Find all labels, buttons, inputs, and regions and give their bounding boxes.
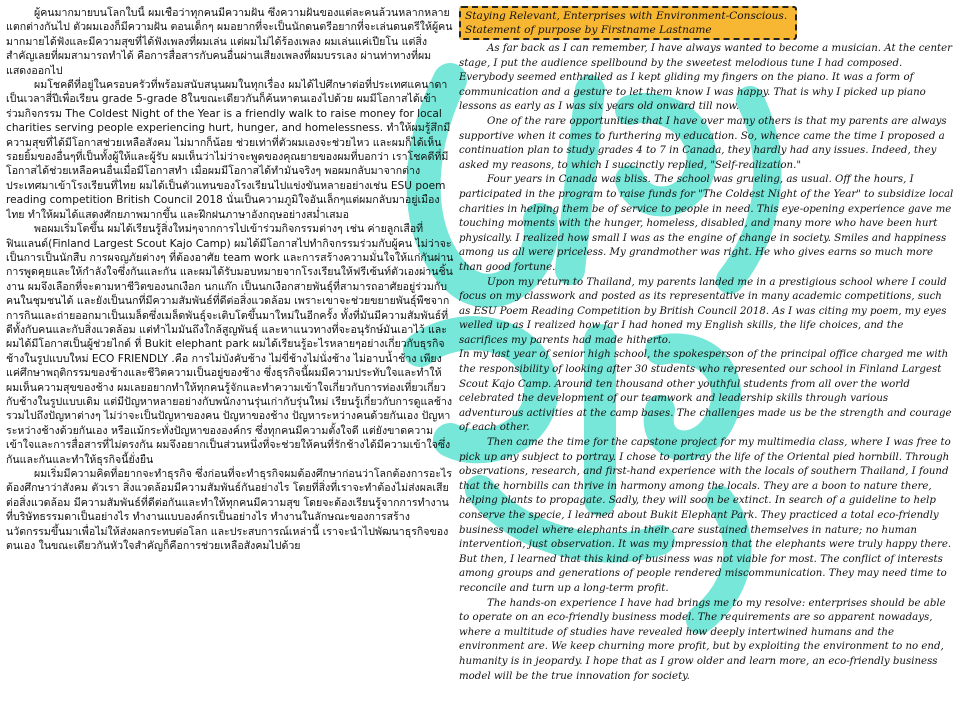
thai-paragraph: ผู้คนมากมายบนโลกใบนี้ ผมเชื่อว่าทุกคนมีความฝัน ซึ่งความฝันของแต่ละคนล้วนหลากหลาย แตกต่างกันไป ตัวผมเองก็มีความฝัน ตอนเด็กๆ ผมอยากที่จะเป็นนักดนตรีอยากที่จะเล่นดนตรีให้ผู้คนมากมายได้ฟังและมีความสุขที่ได้ฟังเพลงที่ผมเล่น แต่ผมไม่ได้ร้องเพลง ผมเล่นแค่เปียโน แต่สิ่งสำคัญเลยที่ผมสามารถทำได้ คือการสื่อสารกับคนอื่นผ่านเสียงเพลงที่ผมบรรเลง ผ่านท่าทางที่ผมแสดงออกไป [6, 7, 453, 77]
english-paragraph: One of the rare opportunities that I have over many others is that my parents are always supportive when it comes to furthering my education. So, whence came the time I proposed a continuation plan to study grades 4 to 7 in Canada, they hardly had any issues. Indeed, they asked my reasons, to which I succinctly replied, "Self-realization." [459, 115, 947, 171]
english-paragraph: As far back as I can remember, I have always wanted to become a musician. At the center stage, I put the audience spellbound by the sweetest melodious tune I had composed. Everybody seemed enthralled as I kept gliding my fingers on the piano. It was a form of communication and a gesture to let them know I was happy. That is why I picked up piano lessons as early as I was six years old onward till now. [459, 43, 952, 113]
essay-title: Staying Relevant, Enterprises with Environment-Conscious. [465, 10, 788, 22]
thai-essay-column [6, 6, 454, 712]
english-essay-column [459, 6, 955, 712]
english-paragraph: Upon my return to Thailand, my parents landed me in a prestigious school where I could focus on my classwork and posted as its representative in many academic competitions, such as ESU Poem Reading Competition by British Council 2018. As I was citing my poem, my eyes welled up as I realized how far I had honed my English skills, the life choices, and the sacrifices my parents had made hitherto. [459, 276, 947, 346]
essay-title-box [459, 6, 797, 40]
thai-paragraph: ผมโชคดีที่อยู่ในครอบครัวที่พร้อมสนับสนุนผมในทุกเรื่อง ผมได้ไปศึกษาต่อที่ประเทศแคนาดา เป็นเวลาสี่ปีเพื่อเรียน grade 5-grade 8ในขณะเดียวกันก็ค้นหาตนเองไปด้วย ผมมีโอกาสได้เข้าร่วมกิจกรรม The Coldest Night of the Year is a friendly walk to raise money for local charities serving people experiencing hurt, hunger, and homelessness. ทำให้ผมรู้สึกมีความสุขที่ได้มีโอกาสช่วยเหลือสังคม ไม่มากก็น้อย ช่วยเท่าที่ตัวผมเองจะช่วยไหว และผมก็ได้เห็นรอยยิ้มของอื่นๆที่เป็นทั้งผู้ให้และผู้รับ ผมเห็นว่าไม่ว่าจะพูดของคุณยายของผมที่บอกว่า เราโชคดีที่มีโอกาสได้ช่วยเหลือคนอื่นเมื่อมีโอกาสทำ เมื่อผมมีโอกาสได้ทำมันจริงๆ พอผมกลับมาจากต่างประเทศมาเข้าโรงเรียนที่ไทย ผมได้เป็นตัวแทนของโรงเรียนไปแข่งขันหลายอย่างเช่น ESU poem reading competition British Council 2018 นั่นเป็นความภูมิใจอันเล็กๆแต่ผมกลับมาอยู่เมืองไทย ทำให้ผมได้แสดงศักยภาพมากขึ้น และฝึกฝนภาษาอังกฤษอย่างสม่ำเสมอ [6, 79, 451, 221]
thai-paragraph: พอผมเริ่มโตขึ้น ผมได้เรียนรู้สิ่งใหม่ๆจากการไปเข้าร่วมกิจกรรมต่างๆ เช่น ค่ายลูกเสือที่ฟินแลนด์(Finland Largest Scout Kajo Camp) ผมได้มีโอกาสไปทำกิจกรรมร่วมกับผู้คน ไม่ว่าจะเป็นการเป็นนักสืบ การผจญภัยต่างๆ ที่ต้องอาศัย team work และการสร้างความมั่นใจให้แก่กันผ่านการพูดคุยและให้กำลังใจซึ่งกันและกัน และผมได้รับมอบหมายจากโรงเรียนให้ฟรีเซ้นท์ตัวเองผ่านชิ้นงาน ผมจึงเลือกที่จะตามหาชีวิตของนกเงือก นกแก๊ก เป็นนกเงือกสายพันธุ์ที่สามารถอาศัยอยู่ร่วมกับคนในชุมชนได้ และยังเป็นนกที่มีความสัมพันธ์ที่ดีต่อสิ่งแวดล้อม เพราะเขาจะช่วยขยายพันธุ์พืชจากการกินและถ่ายออกมาเป็นเมล็ดซึ่งเมล็ดพันธุ์จะเติบโตขึ้นมาใหม่ในอีกครั้ง ทั้งที่มันมีความสัมพันธ์ที่ดีทั้งกับคนและกับสิ่งแวดล้อม แต่ทำไมมันถึงใกล้สูญพันธุ์ และหาแนวทางที่จะอนุรักษ์มันเอาไว้ และผมได้มีโอกาสเป็นผู้ช่วยไกด์ ที่ Bukit elephant park ผมได้เรียนรู้อะไรหลายๆอย่างเกี่ยวกับธุรกิจช้างในรูปแบบใหม่ ECO FRIENDLY .คือ การไม่บังคับช้าง ไม่ขี่ช้างไม่นั่งช้าง ไม่อาบน้ำช้าง เพียงแค่ศึกษาพฤติกรรมของช้างและชีวิตความเป็นอยู่ของช้าง ซึ่งธุรกิจนี้ผมมีความประทับใจและทำให้ผมเห็นความสุขของช้าง ผมเลยอยากทำให้ทุกคนรู้จักและทำความเข้าใจเกี่ยวกับการท่องเที่ยวเกี่ยวกับช้างในรูปแบบเดิม แต่มีปัญหาหลายอย่างกับพนักงานรุ่นเก่ากับรุ่นใหม่ เรียนรู้เกี่ยวกับการดูแลช้าง รวมไปถึงปัญหาต่างๆ ไม่ว่าจะเป็นปัญหาของคน ปัญหาของช้าง ปัญหาระหว่างคนด้วยกันเอง ปัญหาระหว่างช้างด้วยกันเอง หรือแม้กระทั่งปัญหาขององค์กร ซึ่งทุกคนมีความตั้งใจดี แต่ยังขาดความเข้าใจและการสื่อสารที่ไม่ตรงกัน ผมจึงอยากเป็นส่วนหนึ่งที่จะช่วยให้คนที่รักช้างได้มีความเข้าใจซึ่งกันและกันและทำให้ธุรกิจนี้ยั่งยืน [6, 223, 454, 466]
english-paragraph: Four years in Canada was bliss. The school was grueling, as usual. Off the hours, I participated in the program to raise funds for "The Coldest Night of the Year" to subsidize local charities in helping them be of service to people in need. This eye-opening experience gave me touching moments with the hunger, homeless, disabled, and many more who have been hurt physically. I realized how small I was as the engine of change in society. Smiles and happiness among us all were priceless. My grandmother was right. He who gives earns so much more than good fortune. [459, 174, 954, 273]
essay-subtitle: Statement of purpose by Firstname Lastname [465, 24, 712, 36]
english-paragraph: In my last year of senior high school, the spokesperson of the principal office charged me with the responsibility of looking after 30 students who represented our school in Finland Largest Scout Kajo Camp. Around ten thousand other youthful students from all over the world celebrated the development of our teamwork and leadership skills through various adventurous activities at the camp bases. The challenges made us be the strength and courage of each other. [459, 349, 952, 434]
english-paragraph: Then came the time for the capstone project for my multimedia class, where I was free to pick up any subject to portray. I chose to portray the life of the Oriental pied hornbill. Through observations, research, and first-hand experience with the locals of southern Thailand, I found that the hornbills can thrive in harmony among the locals. They are a boon to nature there, helping plants to propagate. Sadly, they will soon be extinct. In search of a guideline to help conserve the specie, I learned about Bukit Elephant Park. They practiced a total eco-friendly business model where elephants in their care sustained themselves in nature; no human intervention, just observation. It was my impression that the elephants were truly happy there. But then, I learned that this kind of business was not viable for most. The conflict of interests among groups and generations of people rendered miscommunication. They may need time to reconcile and turn up a long-term profit. [459, 437, 952, 594]
english-paragraph: The hands-on experience I have had brings me to my resolve: enterprises should be able to operate on an eco-friendly business model. The requirements are so apparent nowadays, where a multitude of studies have revealed how deeply intertwined humans and the environment are. We keep churning more profit, but by exploiting the environment to no end, humanity is in jeopardy. I hope that as I grow older and learn more, an eco-friendly business model will be the true innovation for society. [459, 597, 946, 682]
thai-paragraph: ผมเริ่มมีความคิดที่อยากจะทำธุรกิจ ซึ่งก่อนที่จะทำธุรกิจผมต้องศึกษาก่อนว่าโลกต้องการอะไร ต้องศึกษาว่าสังคม ตัวเรา สิ่งแวดล้อมมีความสัมพันธ์กันอย่างไร โดยที่สิ่งที่เราจะทำต้องไม่ส่งผลเสียต่อสิ่งแวดล้อม มีความสัมพันธ์ที่ดีต่อกันและทำให้ทุกคนมีความสุข โดยจะต้องเรียนรู้จากการทำงานที่บริษัทธรรมดาเป็นอย่างไร ทำงานแบบองค์กรเป็นอย่างไร ทำงานในลักษณะของการสร้างนวัตกรรมขึ้นมาเพื่อไม่ให้ส่งผลกระทบต่อโลก และประสบการณ์เหล่านี้ เราจะนำไปพัฒนาธุรกิจของตนเอง ในขณะเดียวกันหัวใจสำคัญก็คือการช่วยเหลือสังคมไปด้วย [6, 468, 452, 553]
